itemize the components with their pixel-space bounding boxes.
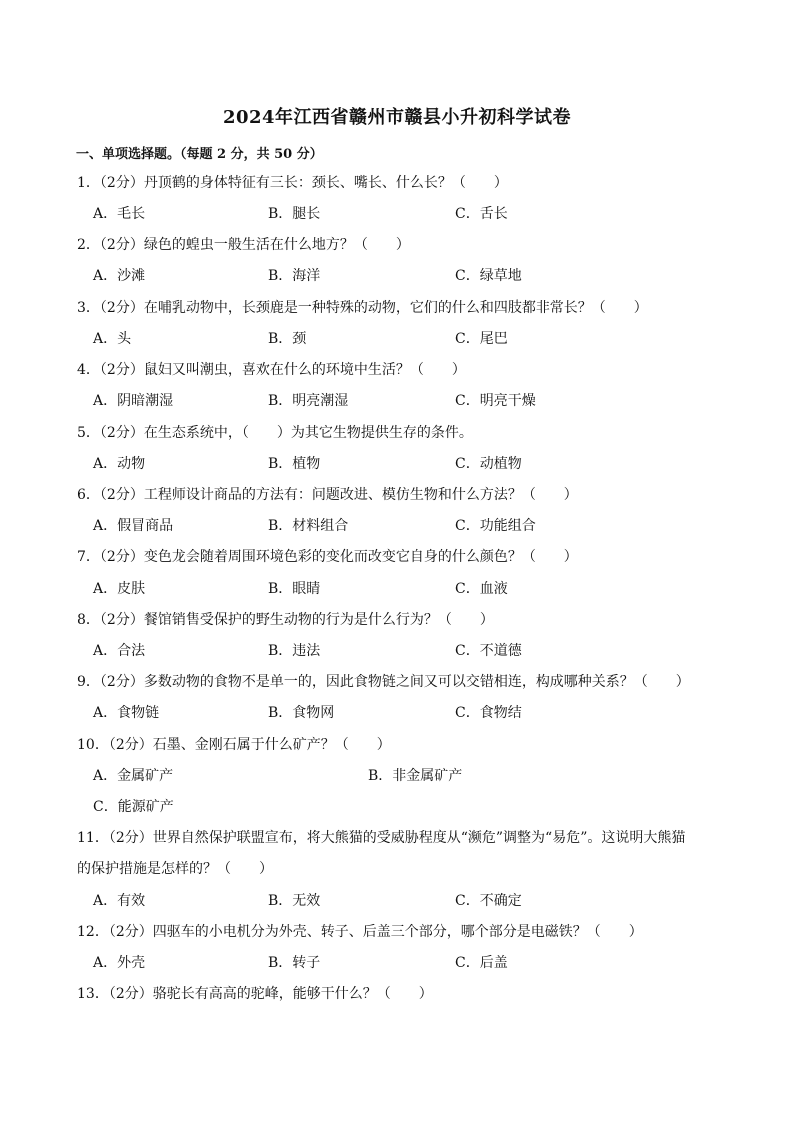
question-4-option-a: A．阴暗潮湿: [93, 393, 174, 409]
question-1-option-c: C．舌长: [455, 206, 508, 222]
question-6-stem: 6．（2分）工程师设计商品的方法有：问题改进、模仿生物和什么方法？（ ）: [77, 487, 578, 503]
question-12-option-a: A．外壳: [93, 955, 146, 971]
question-11-stem: 11．（2分）世界自然保护联盟宣布，将大熊猫的受威胁程度从“濒危”调整为“易危”。这说明大熊猫: [77, 830, 686, 846]
question-8-option-a: A．合法: [93, 643, 146, 659]
question-3-option-c: C．尾巴: [455, 331, 508, 347]
question-2-stem: 2．（2分）绿色的蝗虫一般生活在什么地方？（ ）: [77, 237, 410, 253]
question-10-stem: 10．（2分）石墨、金刚石属于什么矿产？（ ）: [77, 737, 391, 753]
question-8-option-b: B．违法: [268, 643, 321, 659]
question-5-stem: 5．（2分）在生态系统中，（ ）为其它生物提供生存的条件。: [77, 425, 473, 441]
question-11-option-b: B．无效: [268, 893, 321, 909]
question-9-option-b: B．食物网: [268, 705, 335, 721]
question-9-option-a: A．食物链: [93, 705, 160, 721]
question-10-option-a: A．金属矿产: [93, 768, 174, 784]
exam-title: 2024年江西省赣州市赣县小升初科学试卷: [222, 107, 572, 128]
question-11-stem-continued: 的保护措施是怎样的？（ ）: [77, 861, 273, 877]
question-6-option-c: C．功能组合: [455, 518, 536, 534]
question-12-option-b: B．转子: [268, 955, 321, 971]
question-7-option-b: B．眼睛: [268, 581, 321, 597]
question-13-stem: 13．（2分）骆驼长有高高的驼峰，能够干什么？（ ）: [77, 986, 433, 1002]
question-5-option-a: A．动物: [93, 456, 146, 472]
question-9-option-c: C．食物结: [455, 705, 522, 721]
question-12-option-c: C．后盖: [455, 955, 508, 971]
question-2-option-c: C．绿草地: [455, 268, 522, 284]
question-1-option-b: B．腿长: [268, 206, 321, 222]
question-4-option-c: C．明亮干燥: [455, 393, 536, 409]
question-9-stem: 9．（2分）多数动物的食物不是单一的，因此食物链之间又可以交错相连，构成哪种关系？（ ）: [77, 674, 690, 690]
question-10-option-b: B．非金属矿产: [368, 768, 463, 784]
question-3-option-a: A．头: [93, 331, 132, 347]
question-7-option-c: C．血液: [455, 581, 508, 597]
question-8-stem: 8．（2分）餐馆销售受保护的野生动物的行为是什么行为？（ ）: [77, 612, 494, 628]
question-11-option-c: C．不确定: [455, 893, 522, 909]
question-2-option-b: B．海洋: [268, 268, 321, 284]
question-3-stem: 3．（2分）在哺乳动物中，长颈鹿是一种特殊的动物，它们的什么和四肢都非常长？（ ）: [77, 300, 648, 316]
question-11-option-a: A．有效: [93, 893, 146, 909]
question-1-stem: 1．（2分）丹顶鹤的身体特征有三长：颈长、嘴长、什么长？（ ）: [77, 175, 508, 191]
question-6-option-b: B．材料组合: [268, 518, 349, 534]
question-7-option-a: A．皮肤: [93, 581, 146, 597]
question-1-option-a: A．毛长: [93, 206, 146, 222]
question-4-option-b: B．明亮潮湿: [268, 393, 349, 409]
question-3-option-b: B．颈: [268, 331, 307, 347]
question-12-stem: 12．（2分）四驱车的小电机分为外壳、转子、后盖三个部分，哪个部分是电磁铁？（ ）: [77, 924, 643, 940]
question-4-stem: 4．（2分）鼠妇又叫潮虫，喜欢在什么的环境中生活？（ ）: [77, 362, 466, 378]
question-5-option-c: C．动植物: [455, 456, 522, 472]
question-10-option-c: C．能源矿产: [93, 799, 174, 815]
question-2-option-a: A．沙滩: [93, 268, 146, 284]
question-7-stem: 7．（2分）变色龙会随着周围环境色彩的变化而改变它自身的什么颜色？（ ）: [77, 549, 578, 565]
question-8-option-c: C．不道德: [455, 643, 522, 659]
question-5-option-b: B．植物: [268, 456, 321, 472]
section-heading: 一、单项选择题。（每题 2 分，共 50 分）: [76, 147, 323, 162]
question-6-option-a: A．假冒商品: [93, 518, 174, 534]
